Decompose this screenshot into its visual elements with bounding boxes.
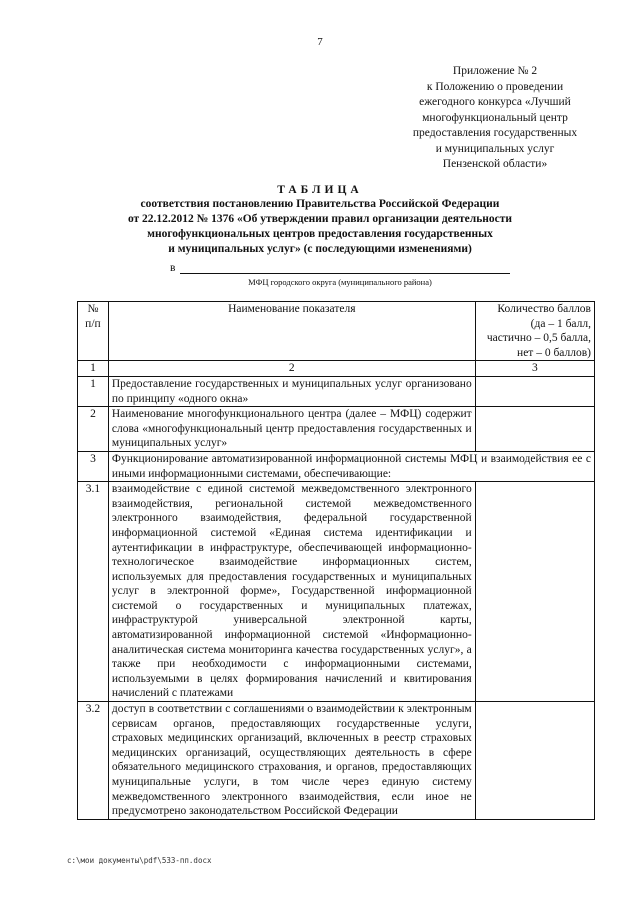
- row-num: 3.2: [78, 702, 109, 820]
- table-row: [78, 376, 595, 406]
- index-cell: 3: [475, 361, 594, 377]
- header-score: [475, 302, 594, 361]
- appendix-line: ежегодного конкурса «Лучший: [419, 96, 571, 108]
- appendix-line: предоставления государственных: [412, 127, 578, 139]
- appendix-line: Пензенской области»: [442, 158, 548, 170]
- row-num: 1: [78, 376, 109, 406]
- in-prefix: в: [170, 262, 176, 274]
- index-cell: 2: [108, 361, 475, 377]
- header-name: [108, 302, 475, 361]
- row-score-cell[interactable]: [475, 482, 594, 702]
- row-text: Наименование многофункционального центра (далее – МФЦ) содержит слова «многофункциональный центр предоставления государственных и муниципальных услуг»: [108, 407, 475, 452]
- appendix-block: [395, 64, 595, 173]
- appendix-line: к Положению о проведении: [426, 80, 564, 93]
- file-path-footer: c:\мои документы\pdf\533-пп.docx: [67, 856, 212, 865]
- row-text: взаимодействие с единой системой межведомственного электронного взаимодействия, региональной системой межведомственного электронного взаимодействия, федеральной государственной информационной системой «Единая система идентификации и аутентификации в инфраструктуре, обеспечивающей информационно-технологическое взаимодействие информационных систем, используемых для предоставления государственных и муниципальных услуг в электронной форме», Государственной информационной системой о государственных и муниципальных платежах, инфраструктурой универсальной электронной карты, автоматизированной информационной системой «Информационно-аналитическая система мониторинга качества государственных услуг», а также при необходимости с информационными системами, используемыми в целях формирования начислений и квитирования начислений с платежами: [108, 482, 475, 702]
- table-header-row: [78, 302, 595, 361]
- appendix-line: Приложение № 2: [452, 65, 538, 77]
- compliance-table: [77, 301, 595, 820]
- document-title: ТАБЛИЦА: [277, 184, 363, 196]
- row-text: доступ в соответствии с соглашениями о взаимодействии к электронным сервисам органов, предоставляющих государственные услуги, страховых медицинских организаций, включенных в реестр страховых медицинских организаций, осуществляющих деятельность в сфере обязательного медицинского страхования, и органов, предоставляющих муниципальные услуги, в том числе через единую систему межведомственного электронного взаимодействия, если иное не предусмотрено законодательством Российской Федерации: [108, 702, 475, 820]
- row-num: 3: [78, 451, 109, 481]
- row-text: Функционирование автоматизированной информационной системы МФЦ и взаимодействия ее с иными информационными системами, обеспечивающие:: [108, 451, 594, 481]
- mfc-fill-line: [170, 262, 510, 274]
- appendix-line: и муниципальных услуг: [435, 142, 555, 155]
- subtitle-line: от 22.12.2012 № 1376 «Об утверждении правил организации деятельности: [127, 213, 513, 225]
- table-row: [78, 702, 595, 820]
- page-number: 7: [317, 36, 323, 48]
- column-index-row: [78, 361, 595, 377]
- row-num: 2: [78, 407, 109, 452]
- subtitle-line: и муниципальных услуг» (с последующими изменениями): [168, 243, 472, 255]
- row-score-cell[interactable]: [475, 376, 594, 406]
- document-subtitle: [80, 197, 560, 257]
- row-score-cell[interactable]: [475, 407, 594, 452]
- row-num: 3.1: [78, 482, 109, 702]
- header-score-text: Количество баллов (да – 1 балл, частично – 0,5 балла, нет – 0 баллов): [486, 303, 591, 359]
- fill-in-caption: МФЦ городского округа (муниципального района): [248, 277, 432, 287]
- header-name-text: Наименование показателя: [228, 303, 356, 315]
- subtitle-line: соответствия постановлению Правительства Российской Федерации: [140, 198, 500, 210]
- row-score-cell[interactable]: [475, 702, 594, 820]
- index-cell: 1: [78, 361, 109, 377]
- row-text: Предоставление государственных и муниципальных услуг организовано по принципу «одного окна»: [108, 376, 475, 406]
- table-row: [78, 482, 595, 702]
- header-num: [78, 302, 109, 361]
- table-row-merged: [78, 451, 595, 481]
- fill-in-blank: [180, 273, 510, 274]
- appendix-line: многофункциональный центр: [422, 111, 568, 124]
- table-row: [78, 407, 595, 452]
- subtitle-line: многофункциональных центров предоставления государственных: [147, 228, 493, 240]
- header-num-text: № п/п: [85, 303, 101, 330]
